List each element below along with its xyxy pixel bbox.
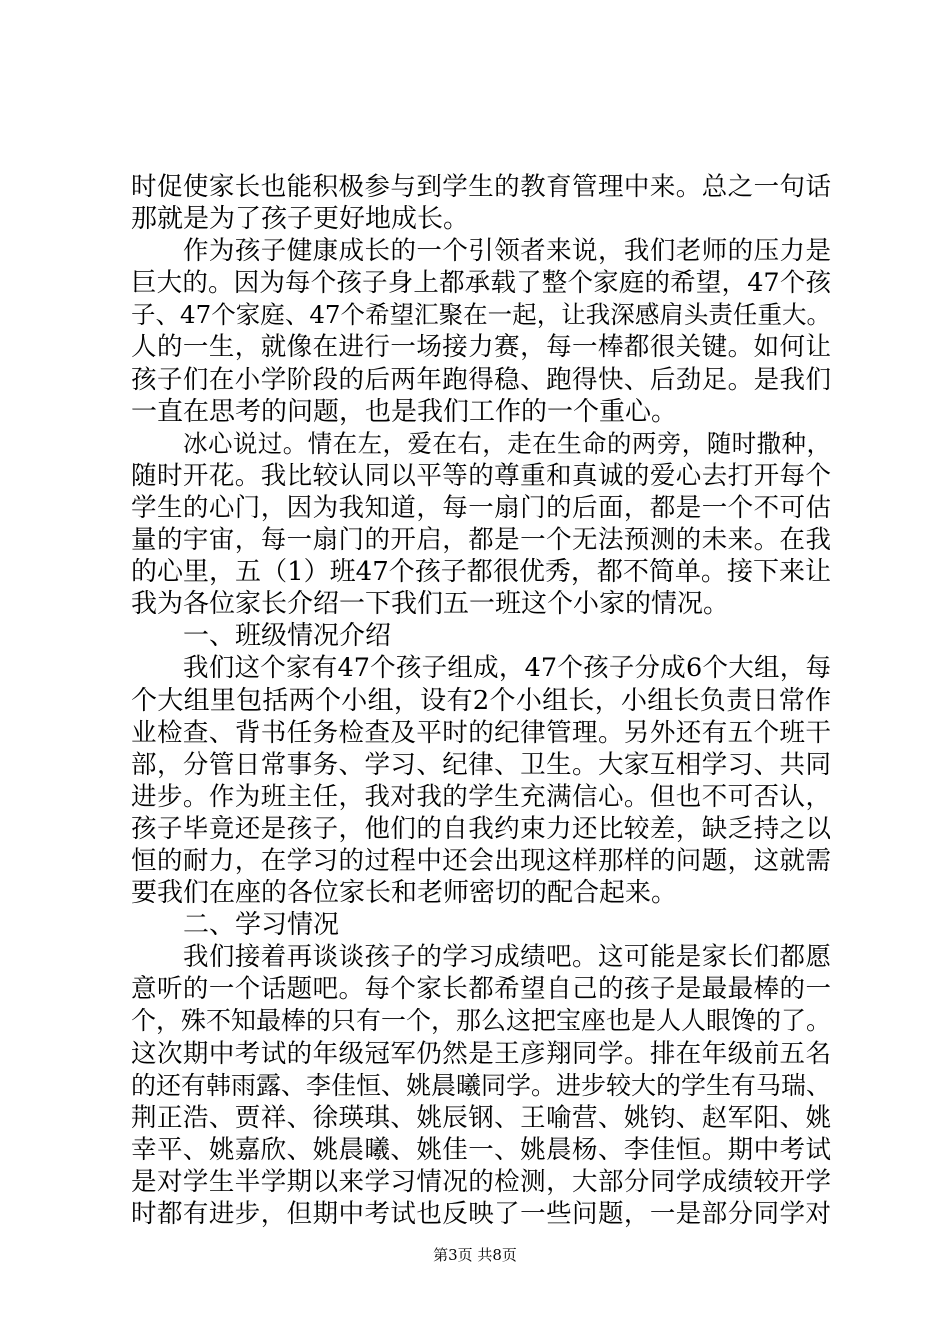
text-line: 幸平、姚嘉欣、姚晨曦、姚佳一、姚晨杨、李佳恒。期中考试: [131, 1134, 831, 1165]
text-line: 意听的一个话题吧。每个家长都希望自己的孩子是最最棒的一: [131, 974, 831, 1005]
text-line: 个，殊不知最棒的只有一个，那么这把宝座也是人人眼馋的了。: [131, 1006, 832, 1036]
text-line: 我们接着再谈谈孩子的学习成绩吧。这可能是家长们都愿: [183, 942, 831, 973]
text-line: 随时开花。我比较认同以平等的尊重和真诚的爱心去打开每个: [131, 460, 831, 491]
text-line: 这次期中考试的年级冠军仍然是王彦翔同学。排在年级前五名: [131, 1038, 831, 1069]
text-line: 一、班级情况介绍: [183, 621, 392, 652]
text-line: 我为各位家长介绍一下我们五一班这个小家的情况。: [131, 589, 730, 620]
text-line: 部，分管日常事务、学习、纪律、卫生。大家互相学习、共同: [131, 749, 831, 780]
text-line: 子、47个家庭、47个希望汇聚在一起，让我深感肩头责任重大。: [131, 300, 831, 330]
text-line: 是对学生半学期以来学习情况的检测，大部分同学成绩较开学: [131, 1166, 831, 1197]
text-line: 我们这个家有47个孩子组成，47个孩子分成6个大组，每: [183, 653, 831, 684]
text-line: 学生的心门，因为我知道，每一扇门的后面，都是一个不可估: [131, 492, 831, 523]
document-body: [131, 171, 831, 1230]
text-line: 冰心说过。情在左，爱在右，走在生命的两旁，随时撒种，: [183, 428, 831, 458]
text-line: 作为孩子健康成长的一个引领者来说，我们老师的压力是: [183, 236, 831, 267]
text-line: 个大组里包括两个小组，设有2个小组长，小组长负责日常作: [131, 685, 831, 716]
text-line: 进步。作为班主任，我对我的学生充满信心。但也不可否认，: [131, 781, 831, 812]
text-line: 巨大的。因为每个孩子身上都承载了整个家庭的希望，47个孩: [131, 268, 831, 299]
text-line: 时促使家长也能积极参与到学生的教育管理中来。总之一句话: [131, 172, 831, 202]
text-line: 荆正浩、贾祥、徐瑛琪、姚辰钢、王喻营、姚钧、赵军阳、姚: [131, 1102, 831, 1133]
text-line: 那就是为了孩子更好地成长。: [131, 204, 470, 235]
text-line: 的心里，五（1）班47个孩子都很优秀，都不简单。接下来让: [131, 557, 831, 588]
text-line: 业检查、背书任务检查及平时的纪律管理。另外还有五个班干: [131, 717, 831, 748]
text-line: 孩子毕竟还是孩子，他们的自我约束力还比较差，缺乏持之以: [131, 813, 831, 844]
text-line: 二、学习情况: [183, 910, 340, 941]
text-line: 人的一生，就像在进行一场接力赛，每一棒都很关键。如何让: [131, 332, 831, 363]
text-line: 孩子们在小学阶段的后两年跑得稳、跑得快、后劲足。是我们: [131, 364, 831, 395]
text-line: 时都有进步，但期中考试也反映了一些问题，一是部分同学对: [131, 1199, 831, 1229]
text-line: 要我们在座的各位家长和老师密切的配合起来。: [131, 878, 678, 909]
page-footer: 第3页 共8页: [433, 1246, 517, 1264]
text-line: 量的宇宙，每一扇门的开启，都是一个无法预测的未来。在我: [131, 525, 831, 556]
text-line: 一直在思考的问题，也是我们工作的一个重心。: [131, 396, 678, 427]
text-line: 恒的耐力，在学习的过程中还会出现这样那样的问题，这就需: [131, 845, 831, 876]
text-line: 的还有韩雨露、李佳恒、姚晨曦同学。进步较大的学生有马瑞、: [131, 1070, 832, 1100]
